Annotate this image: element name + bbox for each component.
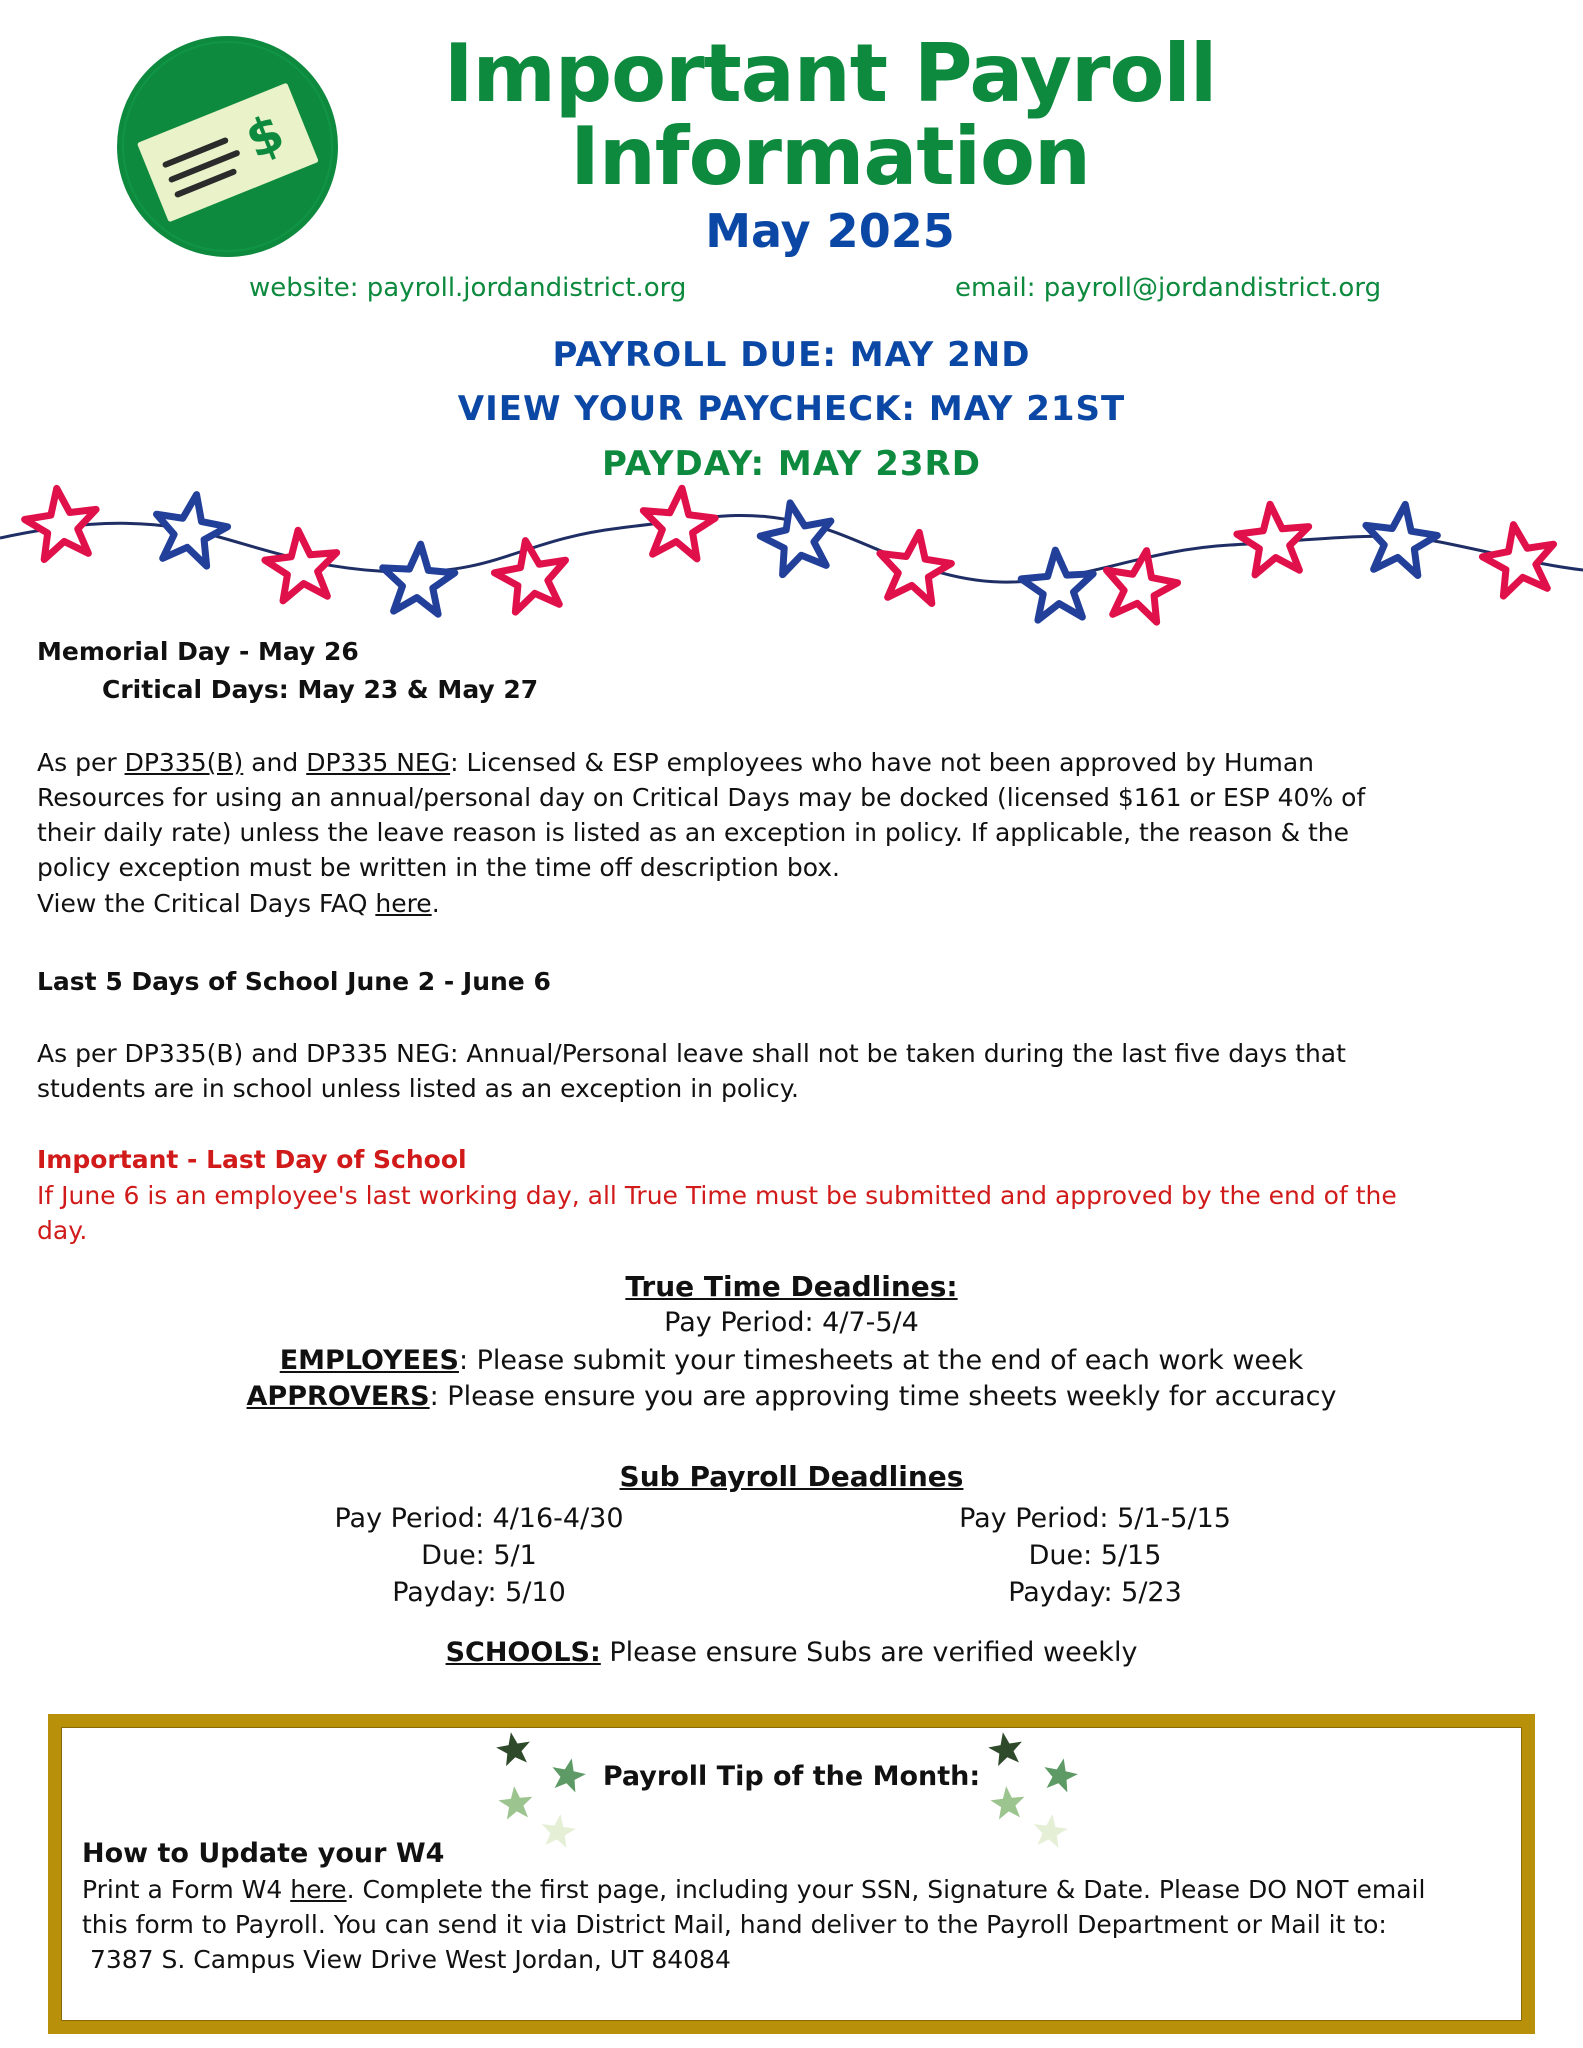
important-line2: day. <box>37 1216 88 1245</box>
text-span: Print a Form W4 <box>82 1875 291 1904</box>
view-paycheck-heading: VIEW YOUR PAYCHECK: MAY 21ST <box>457 389 1126 429</box>
important-line1: If June 6 is an employee's last working day, all True Time must be submitted and approved by the end of the <box>37 1181 1397 1210</box>
website-link[interactable]: website: payroll.jordandistrict.org <box>249 273 687 303</box>
dollar-check-icon <box>117 36 338 257</box>
memorial-paragraph-line2: Resources for using an annual/personal day on Critical Days may be docked (licensed $161 or ESP 40% of <box>37 783 1366 812</box>
tip-line2: this form to Payroll. You can send it via District Mail, hand deliver to the Payroll Department or Mail it to: <box>82 1910 1387 1939</box>
memorial-paragraph-line3: their daily rate) unless the leave reason is listed as an exception in policy. If applicable, the reason & the <box>37 818 1350 847</box>
page-title-line2: Information <box>570 110 1090 203</box>
tip-subheading: How to Update your W4 <box>82 1838 445 1869</box>
schools-label: SCHOOLS: <box>445 1637 601 1668</box>
text-span: : Licensed & ESP employees who have not been approved by Human <box>450 748 1314 777</box>
sub-payday: Payday: 5/23 <box>1008 1577 1182 1608</box>
sub-payday: Payday: 5/10 <box>392 1577 566 1608</box>
employees-instruction <box>0 1342 1583 1379</box>
sub-due: Due: 5/1 <box>421 1540 537 1571</box>
sub-pay-period: Pay Period: 4/16-4/30 <box>334 1503 624 1534</box>
memorial-paragraph-line4: policy exception must be written in the time off description box. <box>37 853 840 882</box>
last-five-days-line1: As per DP335(B) and DP335 NEG: Annual/Personal leave shall not be taken during the last five days that <box>37 1039 1346 1068</box>
payday-heading: PAYDAY: MAY 23RD <box>602 444 981 484</box>
text-span: : Please submit your timesheets at the end of each work week <box>458 1345 1304 1376</box>
form-w4-link[interactable]: here <box>290 1875 347 1904</box>
month-subtitle: May 2025 <box>705 204 955 258</box>
text-span: . <box>431 889 440 918</box>
employees-label: EMPLOYEES <box>279 1345 459 1376</box>
last-five-days-line2: students are in school unless listed as an exception in policy. <box>37 1074 799 1103</box>
schools-instruction <box>0 1634 1583 1671</box>
star-garland-decoration <box>0 470 1583 650</box>
dp335b-link[interactable]: DP335(B) <box>124 748 244 777</box>
last-five-days-heading: Last 5 Days of School June 2 - June 6 <box>37 967 551 996</box>
sub-period-column-2 <box>905 1500 1285 1611</box>
tip-address: 7387 S. Campus View Drive West Jordan, UT 84084 <box>82 1945 731 1974</box>
true-time-pay-period: Pay Period: 4/7-5/4 <box>664 1307 919 1338</box>
approvers-instruction <box>0 1378 1583 1415</box>
sub-payroll-heading: Sub Payroll Deadlines <box>619 1460 964 1493</box>
tip-heading: Payroll Tip of the Month: <box>602 1761 981 1792</box>
sub-pay-period: Pay Period: 5/1-5/15 <box>959 1503 1231 1534</box>
text-span: and <box>243 748 307 777</box>
payroll-due-heading: PAYROLL DUE: MAY 2ND <box>552 335 1031 375</box>
text-span: : Please ensure you are approving time sheets weekly for accuracy <box>429 1381 1337 1412</box>
text-span: View the Critical Days FAQ <box>37 889 376 918</box>
approvers-label: APPROVERS <box>246 1381 430 1412</box>
page-title-line1: Important Payroll <box>443 27 1217 120</box>
critical-days-faq <box>37 886 1457 921</box>
critical-days-faq-link[interactable]: here <box>375 889 432 918</box>
text-span: As per <box>37 748 125 777</box>
sub-period-column-1 <box>289 1500 669 1611</box>
memorial-day-heading: Memorial Day - May 26 <box>37 637 359 666</box>
email-link[interactable]: email: payroll@jordandistrict.org <box>955 273 1382 303</box>
critical-days-heading: Critical Days: May 23 & May 27 <box>102 675 539 704</box>
important-heading: Important - Last Day of School <box>37 1145 467 1174</box>
tip-line1 <box>82 1872 1502 1907</box>
sub-due: Due: 5/15 <box>1028 1540 1162 1571</box>
memorial-paragraph-line1 <box>37 745 1457 780</box>
svg-text:$: $ <box>237 102 292 170</box>
text-span: . Complete the first page, including your SSN, Signature & Date. Please DO NOT email <box>346 1875 1426 1904</box>
true-time-heading: True Time Deadlines: <box>625 1270 958 1303</box>
dp335-neg-link[interactable]: DP335 NEG <box>306 748 451 777</box>
text-span: Please ensure Subs are verified weekly <box>600 1637 1138 1668</box>
